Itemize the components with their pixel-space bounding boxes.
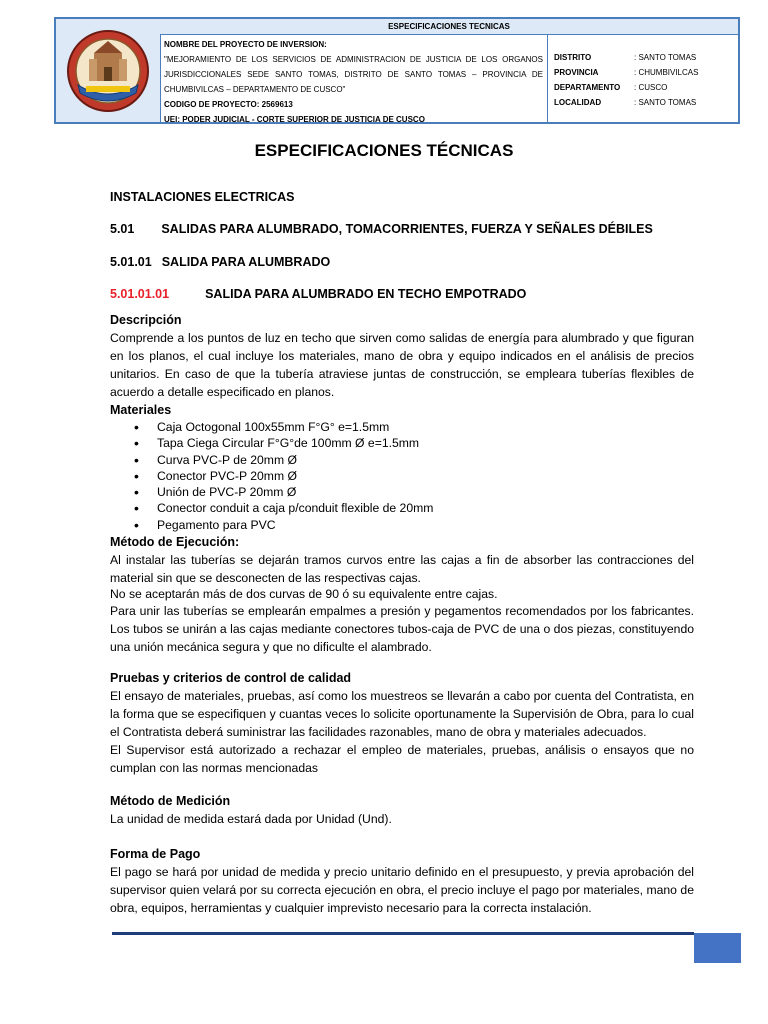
- location-info: [549, 35, 738, 122]
- project-uei: UEI: PODER JUDICIAL - CORTE SUPERIOR DE JUSTICIA DE CUSCO: [164, 115, 425, 124]
- list-item: • Curva PVC-P de 20mm Ø: [157, 452, 694, 468]
- subsection-5-01: [110, 222, 694, 236]
- quality-text-1: El ensayo de materiales, pruebas, así como los muestreos se llevarán a cabo por cuenta del Contratista, en la forma que se especifiquen y cuantas veces lo solicite oportunamente la Supervisión de Obra, para lo cual el Contratista deberá suministrar las facilidades razonables, mano de obra y materiales adecuados.: [110, 689, 694, 740]
- description-block: [110, 311, 694, 917]
- quality-text-2: El Supervisor está autorizado a rechazar el empleo de materiales, pruebas, análisis o ensayos que no cumplan con las normas mencionadas: [110, 743, 694, 776]
- list-item: • Conector conduit a caja p/conduit flexible de 20mm: [157, 500, 694, 516]
- item-5-01-01-01: [110, 287, 694, 301]
- item-title: SALIDA PARA ALUMBRADO EN TECHO EMPOTRADO: [205, 287, 527, 301]
- subsection-number: 5.01.01: [110, 255, 152, 269]
- measurement-text: La unidad de medida estará dada por Unidad (Und).: [110, 812, 392, 827]
- location-row: DISTRITO : SANTO TOMAS: [554, 53, 697, 62]
- quality-heading: Pruebas y criterios de control de calidad: [110, 671, 352, 686]
- list-item: • Conector PVC-P 20mm Ø: [157, 468, 694, 484]
- page-number-box: [694, 933, 741, 963]
- payment-heading: Forma de Pago: [110, 847, 201, 862]
- municipal-seal-icon: [56, 19, 160, 122]
- description-text: Comprende a los puntos de luz en techo que sirven como salidas de energía para alumbrado y que figuran en los planos, el cual incluye los materiales, mano de obra y equipo indicados en el análisis de precios unitarios. En caso de que la tubería atraviese juntas de construcción, se empleara tuberías flexibles de acuerdo a detalle especificado en planos.: [110, 331, 694, 399]
- location-row: LOCALIDAD : SANTO TOMAS: [554, 98, 697, 107]
- project-info: [160, 35, 548, 122]
- description-heading: Descripción: [110, 313, 182, 327]
- payment-text: El pago se hará por unidad de medida y precio unitario definido en el presupuesto, y previa aprobación del supervisor quien velará por su correcta ejecución en obra, el precio incluye el pago por materiales, mano de obra, equipos, herramientas y cualquier imprevisto necesario para la correcta instalación.: [110, 865, 694, 916]
- method-text-2: No se aceptarán más de dos curvas de 90 ó su equivalente entre cajas.: [110, 587, 498, 602]
- location-row: PROVINCIA : CHUMBIVILCAS: [554, 68, 699, 77]
- method-text-3: Para unir las tuberías se emplearán empalmes a presión y pegamentos recomendados por los fabricantes. Los tubos se unirán a las cajas mediante conectores tubos-caja de PVC de una o dos piezas, constituyendo una unión mecánica segura y que no dificulte el alambrado.: [110, 604, 694, 655]
- measurement-heading: Método de Medición: [110, 794, 231, 809]
- method-heading: Método de Ejecución:: [110, 535, 240, 550]
- header-title: ESPECIFICACIONES TECNICAS: [160, 19, 738, 35]
- page-title: ESPECIFICACIONES TÉCNICAS: [254, 141, 514, 160]
- materials-heading: Materiales: [110, 403, 172, 417]
- logo-cell: [56, 19, 161, 122]
- item-number: 5.01.01.01: [110, 287, 170, 301]
- document-header: [54, 17, 740, 124]
- project-name: "MEJORAMIENTO DE LOS SERVICIOS DE ADMINISTRACION DE JUSTICIA DE LOS ORGANOS JURISDICCIONALES SEDE SANTO TOMAS, DISTRITO DE SANTO TOMAS – PROVINCIA DE CHUMBIVILCAS – DEPARTAMENTO DE CUSCO": [164, 55, 543, 94]
- subsection-number: 5.01: [110, 222, 135, 236]
- project-code: CODIGO DE PROYECTO: 2569613: [164, 100, 293, 109]
- list-item: • Caja Octogonal 100x55mm F°G° e=1.5mm: [157, 419, 694, 435]
- footer-divider: [112, 932, 694, 935]
- location-row: DEPARTAMENTO : CUSCO: [554, 83, 668, 92]
- project-label: NOMBRE DEL PROYECTO DE INVERSION:: [164, 40, 327, 49]
- subsection-title: SALIDA PARA ALUMBRADO: [161, 255, 331, 269]
- section-heading: INSTALACIONES ELECTRICAS: [110, 190, 295, 204]
- method-text-1: Al instalar las tuberías se dejarán tramos curvos entre las cajas a fin de absorber las contracciones del material sin que se desconecten de las respectivas cajas.: [110, 553, 694, 586]
- materials-list: [110, 419, 694, 533]
- list-item: • Tapa Ciega Circular F°G°de 100mm Ø e=1.5mm: [157, 435, 694, 451]
- list-item: • Unión de PVC-P 20mm Ø: [157, 484, 694, 500]
- list-item: • Pegamento para PVC: [157, 517, 694, 533]
- subsection-5-01-01: [110, 255, 694, 269]
- subsection-title: SALIDAS PARA ALUMBRADO, TOMACORRIENTES, FUERZA Y SEÑALES DÉBILES: [161, 222, 653, 236]
